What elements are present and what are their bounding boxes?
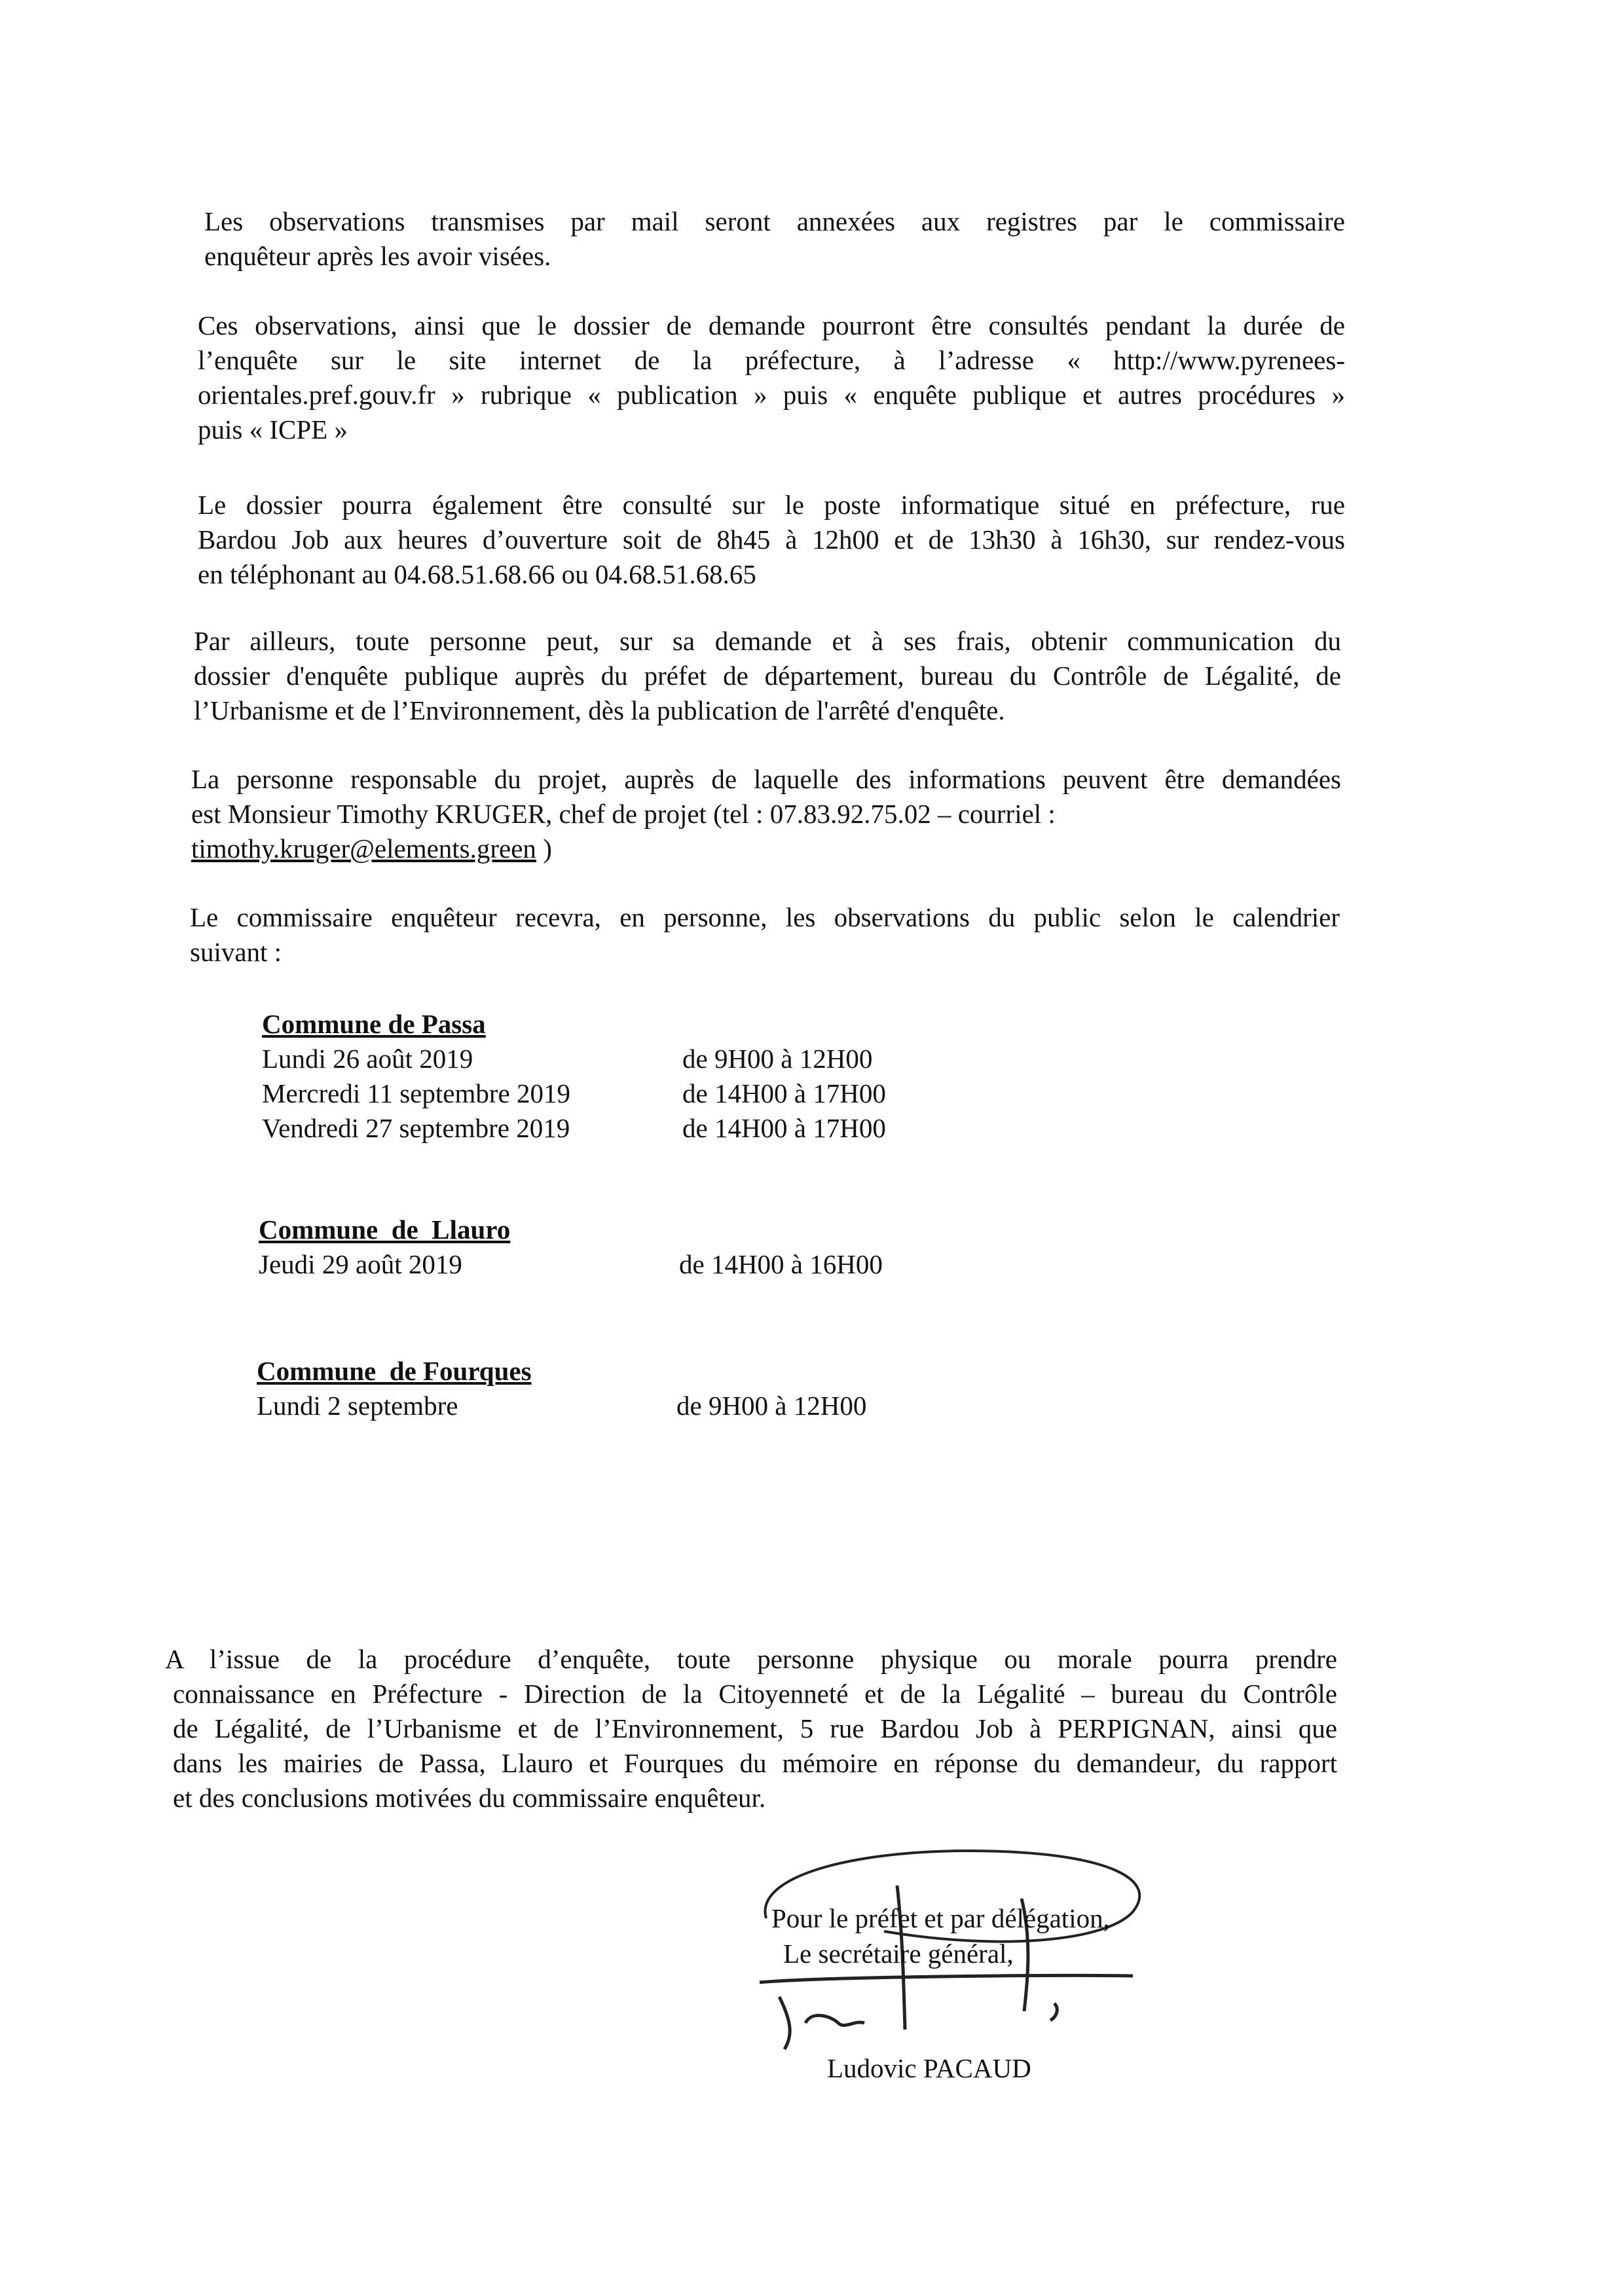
text-line: l’Urbanisme et de l’Environnement, dès la publication de l'arrêté d'enquête. xyxy=(194,695,1005,725)
calendar-commune-passa xyxy=(262,1007,982,1146)
paragraph-project-contact xyxy=(191,762,1341,866)
text-line: suivant : xyxy=(190,937,282,967)
commune-heading: Commune de Passa xyxy=(262,1009,486,1039)
text-line: en téléphonant au 04.68.51.68.66 ou 04.68.51.68.65 xyxy=(198,559,756,589)
signature-line-delegation: Pour le préfet et par délégation, xyxy=(771,1903,1110,1933)
text-line: l’enquête sur le site internet de la préfecture, à l’adresse « http://www.pyrenees- xyxy=(198,345,1345,375)
text-line xyxy=(191,831,1341,866)
text-line: Ces observations, ainsi que le dossier de demande pourront être consultés pendant la durée de xyxy=(198,310,1345,340)
text-line: et des conclusions motivées du commissaire enquêteur. xyxy=(173,1783,766,1813)
paragraph-after-inquiry xyxy=(165,1642,1337,1815)
text-line: Bardou Job aux heures d’ouverture soit de 8h45 à 12h00 et de 13h30 à 16h30, sur rendez-vous xyxy=(198,524,1345,555)
text-line: orientales.pref.gouv.fr » rubrique « publication » puis « enquête publique et autres procédures » xyxy=(198,380,1345,410)
paragraph-dossier-communication xyxy=(194,624,1341,728)
signature-line-title: Le secrétaire général, xyxy=(783,1939,1014,1969)
text-line: dans les mairies de Passa, Llauro et Fourques du mémoire en réponse du demandeur, du rapport xyxy=(173,1748,1337,1778)
calendar-day: Lundi 2 septembre xyxy=(257,1391,458,1421)
text-line: enquêteur après les avoir visées. xyxy=(204,241,551,271)
calendar-hours: de 14H00 à 17H00 xyxy=(682,1113,886,1143)
paragraph-calendar-intro xyxy=(190,900,1340,970)
calendar-row xyxy=(262,1111,982,1146)
calendar-day: Jeudi 29 août 2019 xyxy=(259,1249,462,1279)
calendar-commune-llauro xyxy=(259,1212,979,1282)
text-line: dossier d'enquête publique auprès du préfet de département, bureau du Contrôle de Légalité, de xyxy=(194,661,1341,691)
text-line: La personne responsable du projet, auprès de laquelle des informations peuvent être demandées xyxy=(191,764,1341,794)
calendar-row xyxy=(262,1076,982,1111)
calendar-row xyxy=(262,1042,982,1076)
text-line: Les observations transmises par mail seront annexées aux registres par le commissaire xyxy=(204,206,1345,236)
text-line: Le commissaire enquêteur recevra, en personne, les observations du public selon le calendrier xyxy=(190,902,1340,932)
paragraph-prefecture-computer xyxy=(198,488,1345,592)
email-link[interactable]: timothy.kruger@elements.green xyxy=(191,833,536,864)
calendar-day: Lundi 26 août 2019 xyxy=(262,1044,473,1074)
calendar-day: Vendredi 27 septembre 2019 xyxy=(262,1113,570,1143)
calendar-row xyxy=(257,1389,977,1423)
paragraph-online-consultation xyxy=(198,308,1345,447)
text-line: A l’issue de la procédure d’enquête, toute personne physique ou morale pourra prendre xyxy=(165,1644,1337,1674)
calendar-hours: de 14H00 à 17H00 xyxy=(682,1078,886,1108)
calendar-hours: de 9H00 à 12H00 xyxy=(682,1044,873,1074)
text-line: puis « ICPE » xyxy=(198,414,348,445)
calendar-commune-fourques xyxy=(257,1354,977,1423)
closing-paren: ) xyxy=(536,833,552,864)
calendar-hours: de 14H00 à 16H00 xyxy=(679,1249,883,1279)
signatory-name: Ludovic PACAUD xyxy=(827,2053,1031,2083)
text-line: Par ailleurs, toute personne peut, sur sa demande et à ses frais, obtenir communication du xyxy=(194,626,1341,656)
paragraph-mail-observations xyxy=(204,204,1345,274)
text-line: de Légalité, de l’Urbanisme et de l’Environnement, 5 rue Bardou Job à PERPIGNAN, ainsi que xyxy=(173,1713,1337,1743)
text-line: Le dossier pourra également être consulté sur le poste informatique situé en préfecture, rue xyxy=(198,490,1345,520)
commune-heading: Commune de Llauro xyxy=(259,1214,511,1245)
text-line: connaissance en Préfecture - Direction de la Citoyenneté et de la Légalité – bureau du Contrôle xyxy=(173,1679,1337,1709)
text-line: est Monsieur Timothy KRUGER, chef de projet (tel : 07.83.92.75.02 – courriel : xyxy=(191,799,1056,829)
calendar-row xyxy=(259,1247,979,1282)
calendar-day: Mercredi 11 septembre 2019 xyxy=(262,1078,570,1108)
calendar-hours: de 9H00 à 12H00 xyxy=(676,1391,867,1421)
commune-heading: Commune de Fourques xyxy=(257,1356,532,1386)
